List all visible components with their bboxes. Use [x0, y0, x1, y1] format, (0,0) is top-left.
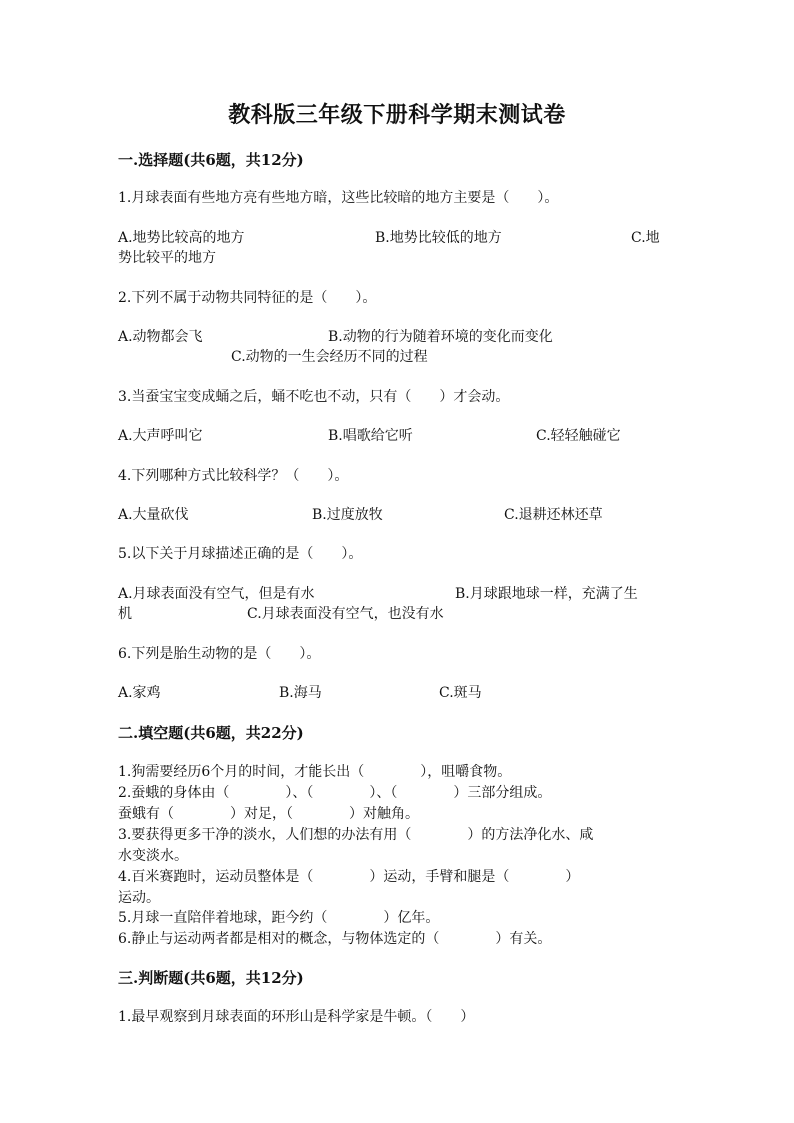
- section-heading-choice: 一.选择题(共6题，共12分): [118, 151, 304, 169]
- option-b: B.地势比较低的地方: [375, 230, 502, 246]
- option-b: B.唱歌给它听: [328, 428, 413, 444]
- fill-line: 5.月球一直陪伴着地球，距今约（ ）亿年。: [118, 910, 440, 926]
- option-b: B.过度放牧: [312, 507, 383, 523]
- option-b: B.月球跟地球一样，充满了生: [455, 586, 638, 602]
- fill-line: 水变淡水。: [118, 848, 188, 864]
- judge-question: 1.最早观察到月球表面的环形山是科学家是牛顿。（ ）: [118, 1009, 475, 1025]
- section-heading-judge: 三.判断题(共6题，共12分): [118, 969, 304, 987]
- option-a: A.地势比较高的地方: [118, 230, 245, 246]
- option-c: C.月球表面没有空气，也没有水: [247, 606, 444, 622]
- fill-line: 2.蚕蛾的身体由（ ）、（ ）、（ ）三部分组成。: [118, 785, 552, 801]
- option-c: C.斑马: [439, 685, 482, 701]
- fill-line: 4.百米赛跑时，运动员整体是（ ）运动，手臂和腿是（ ）: [118, 869, 580, 885]
- section-heading-fill: 二.填空题(共6题，共22分): [118, 724, 304, 742]
- option-c-continued: 势比较平的地方: [118, 250, 216, 266]
- option-c: C.退耕还林还草: [504, 507, 603, 523]
- question-stem: 6.下列是胎生动物的是（ ）。: [118, 646, 321, 662]
- option-a: A.动物都会飞: [118, 329, 203, 345]
- option-a: A.家鸡: [118, 685, 161, 701]
- fill-line: 6.静止与运动两者都是相对的概念，与物体选定的（ ）有关。: [118, 931, 552, 947]
- question-stem: 2.下列不属于动物共同特征的是（ ）。: [118, 290, 377, 306]
- page-title: 教科版三年级下册科学期末测试卷: [228, 102, 566, 128]
- option-b-continued: 机: [118, 606, 132, 622]
- option-a: A.月球表面没有空气，但是有水: [118, 586, 315, 602]
- fill-line: 1.狗需要经历6个月的时间，才能长出（ ），咀嚼食物。: [118, 764, 512, 780]
- option-c: C.轻轻触碰它: [536, 428, 621, 444]
- option-c: C.地: [631, 230, 660, 246]
- fill-line: 3.要获得更多干净的淡水，人们想的办法有用（ ）的方法净化水、咸: [118, 827, 594, 843]
- option-c: C.动物的一生会经历不同的过程: [231, 349, 428, 365]
- option-a: A.大量砍伐: [118, 507, 189, 523]
- question-stem: 3.当蚕宝宝变成蛹之后，蛹不吃也不动，只有（ ）才会动。: [118, 389, 510, 405]
- option-b: B.海马: [279, 685, 322, 701]
- fill-line: 蚕蛾有（ ）对足，（ ）对触角。: [118, 806, 419, 822]
- option-a: A.大声呼叫它: [118, 428, 203, 444]
- fill-line: 运动。: [118, 890, 160, 906]
- question-stem: 1.月球表面有些地方亮有些地方暗，这些比较暗的地方主要是（ ）。: [118, 190, 559, 206]
- question-stem: 4.下列哪种方式比较科学？（ ）。: [118, 468, 349, 484]
- option-b: B.动物的行为随着环境的变化而变化: [328, 329, 553, 345]
- question-stem: 5.以下关于月球描述正确的是（ ）。: [118, 546, 363, 562]
